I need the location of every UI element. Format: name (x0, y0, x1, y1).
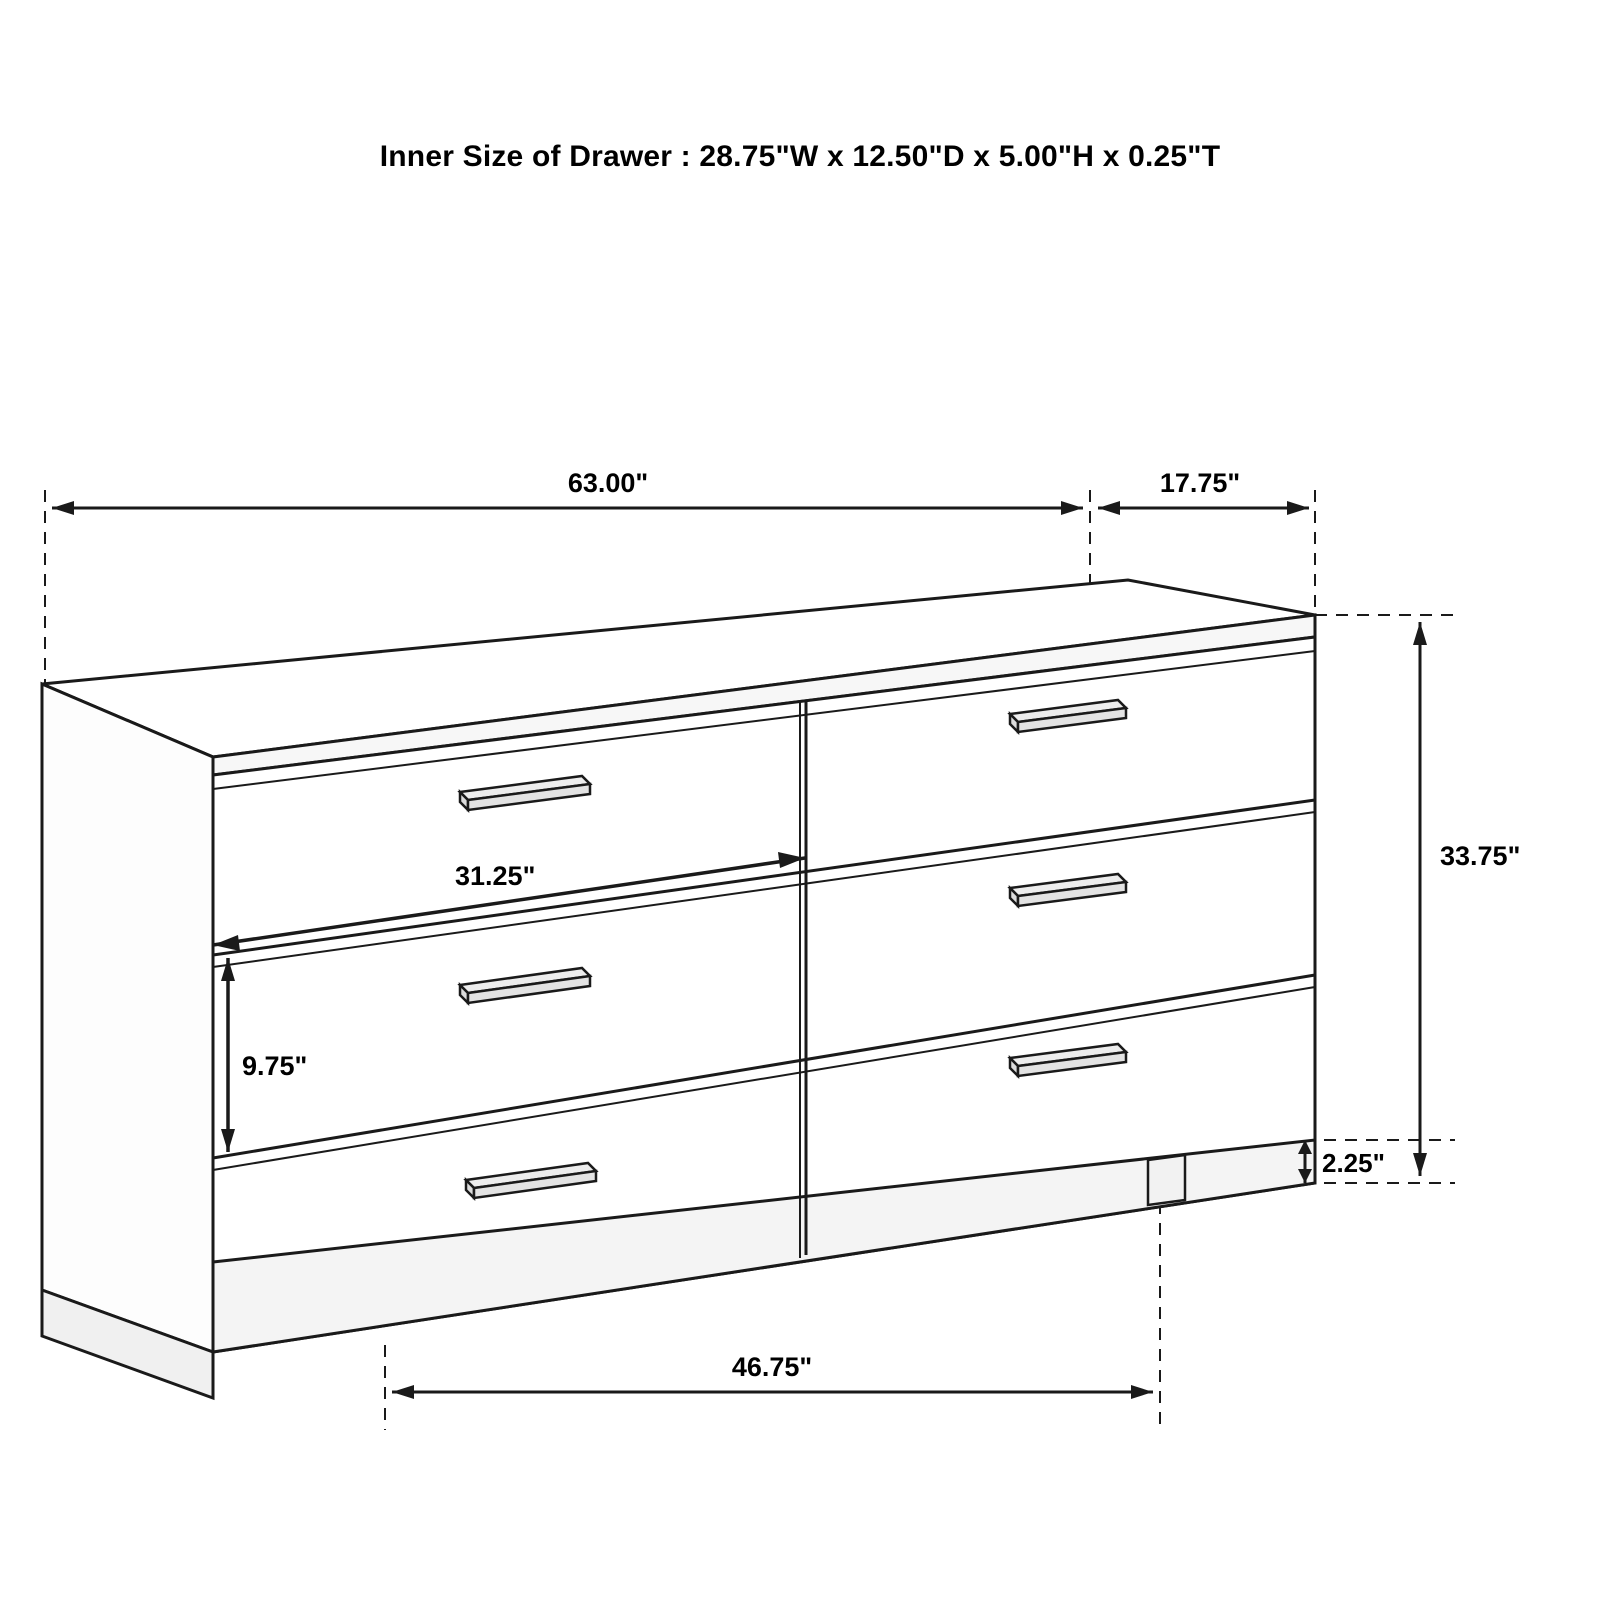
dimension-label-base: 2.25" (1322, 1148, 1385, 1178)
dimension-label-height: 33.75" (1440, 841, 1521, 871)
dimension-foot-span-4675 (392, 1385, 1153, 1399)
dimension-label-drawer-height: 9.75" (242, 1051, 308, 1081)
dresser-left-side-panel (42, 684, 213, 1352)
dresser-body (42, 580, 1315, 1398)
dimension-width-63 (52, 501, 1083, 515)
dimension-depth-1775 (1098, 501, 1309, 515)
dimension-height-3375 (1413, 622, 1427, 1176)
dimension-label-drawer-width: 31.25" (455, 861, 536, 891)
dimension-label-foot-span: 46.75" (731, 1352, 813, 1382)
page-title: Inner Size of Drawer : 28.75"W x 12.50"D x 5.00"H x 0.25"T (379, 140, 1221, 173)
dresser-leg-right (1148, 1155, 1185, 1205)
dimension-label-width: 63.00" (567, 468, 649, 498)
dimension-label-depth: 17.75" (1159, 468, 1241, 498)
